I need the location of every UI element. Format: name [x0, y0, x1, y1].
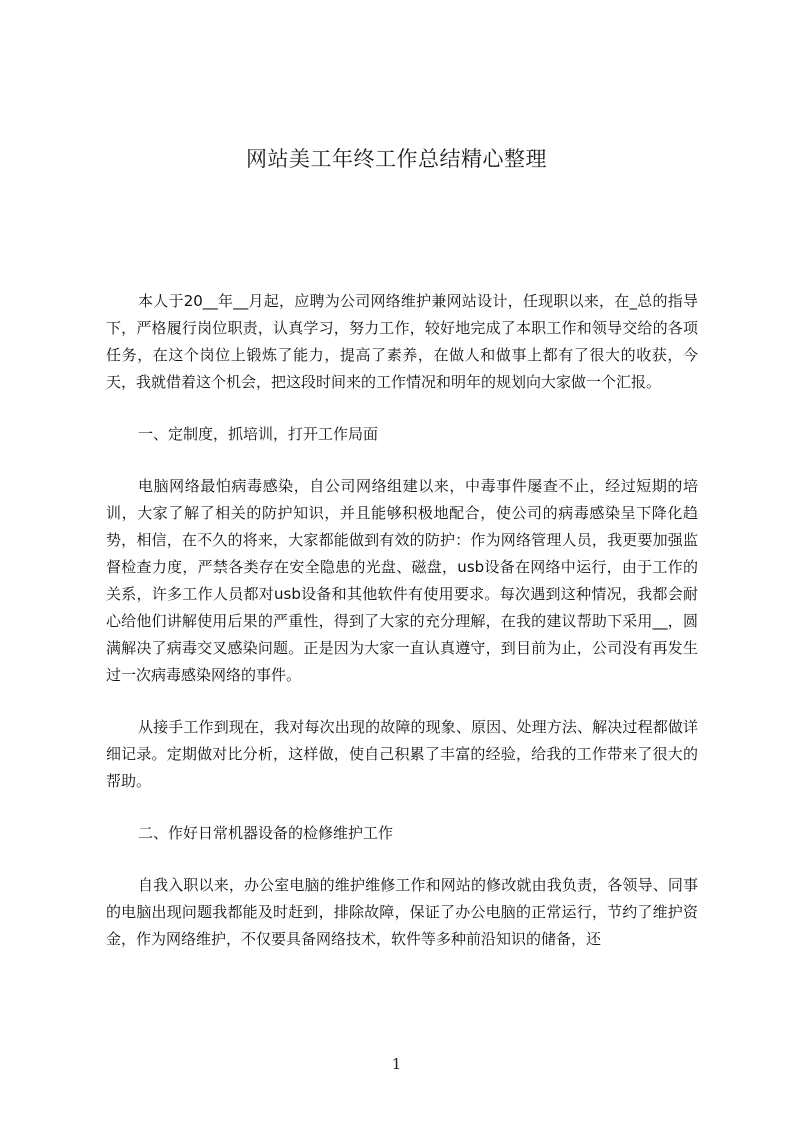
page-number: 1 [391, 1055, 402, 1073]
document-title: 网站美工年终工作总结精心整理 [246, 147, 547, 171]
section-heading-2: 二、作好日常机器设备的检修维护工作 [138, 824, 394, 842]
paragraph-fault-records: 从接手工作到现在，我对每次出现的故障的现象、原因、处理方法、解决过程都做详细记录。定期做对比分析，这样做，使自己积累了丰富的经验，给我的工作带来了很大的帮助。 [106, 718, 698, 790]
document-body [106, 288, 698, 978]
section-heading-1: 一、定制度，抓培训，打开工作局面 [138, 425, 379, 443]
paragraph-intro: 本人于20__年__月起，应聘为公司网络维护兼网站设计，任现职以来，在_总的指导下，严格履行岗位职责，认真学习，努力工作，较好地完成了本职工作和领导交给的各项任务，在这个岗位上锻炼了能力，提高了素养，在做人和做事上都有了很大的收获，今天，我就借着这个机会，把这段时间来的工作情况和明年的规划向大家做一个汇报。 [106, 292, 698, 391]
paragraph-virus-protection: 电脑网络最怕病毒感染，自公司网络组建以来，中毒事件屡查不止，经过短期的培训，大家了解了相关的防护知识，并且能够积极地配合，使公司的病毒感染呈下降化趋势，相信，在不久的将来，大家都能做到有效的防护：作为网络管理人员，我更要加强监督检查力度，严禁各类存在安全隐患的光盘、磁盘，usb设备在网络中运行，由于工作的关系，许多工作人员都对usb设备和其他软件有使用要求。每次遇到这种情况，我都会耐心给他们讲解使用后果的严重性，得到了大家的充分理解，在我的建议帮助下采用__，圆满解决了病毒交叉感染问题。正是因为大家一直认真遵守，到目前为止，公司没有再发生过一次病毒感染网络的事件。 [106, 477, 698, 684]
paragraph-maintenance: 自我入职以来，办公室电脑的维护维修工作和网站的修改就由我负责，各领导、同事的电脑出现问题我都能及时赶到，排除故障，保证了办公电脑的正常运行，节约了维护资金，作为网络维护，不仅要具备网络技术，软件等多种前沿知识的储备，还 [106, 876, 698, 948]
